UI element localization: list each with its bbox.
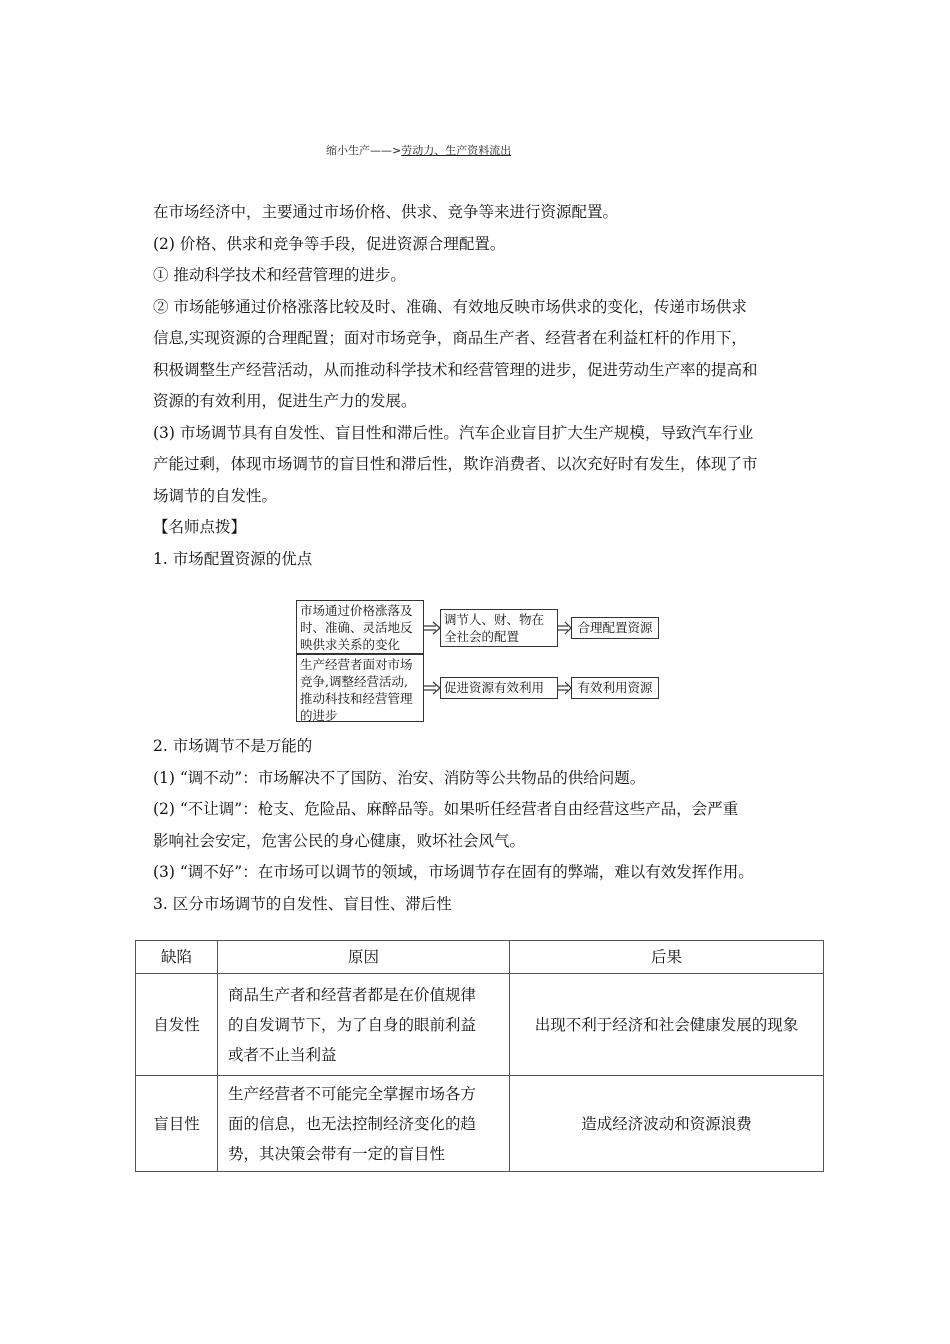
section-2-item-2-line-2: 影响社会安定，危害公民的身心健康，败坏社会风气。 (153, 831, 526, 850)
table-header-row (136, 941, 824, 974)
diagram-row2-mid-label: 促进资源有效利用 (444, 680, 545, 695)
top-note-right: 劳动力、生产资料流出 (401, 144, 512, 157)
diagram-row2-source-line: 的进步 (300, 708, 338, 723)
diagram-row1-end-label: 合理配置资源 (577, 620, 653, 635)
section-1-heading: 1. 市场配置资源的优点 (153, 549, 313, 568)
table-row (136, 974, 824, 1076)
diagram-row2-source-line: 推动科技和经营管理 (300, 691, 413, 706)
section-3-heading: 3. 区分市场调节的自发性、盲目性、滞后性 (153, 894, 452, 913)
paragraph-1: 在市场经济中，主要通过市场价格、供求、竞争等来进行资源配置。 (153, 203, 619, 221)
diagram-row2-source-line: 生产经营者面对市场 (300, 657, 413, 672)
cause-line: 势，其决策会带有一定的盲目性 (228, 1144, 446, 1163)
top-note-left: 缩小生产——> (326, 144, 402, 157)
table-row (136, 1076, 824, 1172)
cause-line: 面的信息，也无法控制经济变化的趋 (228, 1114, 477, 1133)
paragraph-4-line-1: ② 市场能够通过价格涨落比较及时、准确、有效地反映市场供求的变化，传递市场供求 (153, 297, 747, 316)
section-2-item-3: (3) “调不好”：在市场可以调节的领域，市场调节存在固有的弊端，难以有效发挥作用。 (153, 863, 754, 881)
table-cell-result: 造成经济波动和资源浪费 (510, 1076, 824, 1172)
diagram-row1-mid-box (440, 609, 558, 647)
diagram-row1-source-box (296, 600, 424, 654)
arrow-row1-a-head (433, 622, 440, 634)
paragraph-5-line-1: (3) 市场调节具有自发性、盲目性和滞后性。汽车企业盲目扩大生产规模，导致汽车行业 (153, 423, 754, 442)
diagram-row1-mid-line: 全社会的配置 (444, 629, 520, 644)
table-header-result: 后果 (510, 941, 824, 974)
section-2-block (153, 731, 828, 920)
diagram-row1-mid-line: 调节人、财、物在 (444, 612, 545, 627)
paragraph-5-line-3: 场调节的自发性。 (153, 486, 278, 505)
section-2-heading: 2. 市场调节不是万能的 (153, 737, 313, 755)
table-cell-cause (218, 974, 510, 1076)
diagram-row1-source-line: 映供求关系的变化 (300, 637, 401, 652)
cause-line: 或者不止当利益 (228, 1045, 337, 1064)
section-2-item-1: (1) “调不动”：市场解决不了国防、治安、消防等公共物品的供给问题。 (153, 768, 646, 787)
paragraph-3: ① 推动科学技术和经营管理的进步。 (153, 266, 406, 284)
paragraph-2: (2) 价格、供求和竞争等手段，促进资源合理配置。 (153, 234, 506, 253)
table-cell-cause (218, 1076, 510, 1172)
section-2-item-2-line-1: (2) “不让调”：枪支、危险品、麻醉品等。如果听任经营者自由经营这些产品，会严重 (153, 800, 739, 818)
arrow-row2-a-head (433, 682, 440, 694)
diagram-row2-source-line: 竞争,调整经营活动, (300, 674, 408, 689)
diagram-row1-source-line: 市场通过价格涨落及 (300, 603, 413, 618)
table-cell-defect: 盲目性 (136, 1076, 218, 1172)
paragraph-4-line-4: 资源的有效利用，促进生产力的发展。 (153, 392, 417, 410)
diagram-row1-end-box (571, 617, 659, 639)
paragraph-4-line-3: 积极调整生产经营活动，从而推动科学技术和经营管理的进步，促进劳动生产率的提高和 (153, 360, 758, 379)
paragraph-4-line-2: 信息,实现资源的合理配置；面对市场竞争，商品生产者、经营者在利益杠杆的作用下， (153, 329, 747, 347)
table-header-defect: 缺陷 (136, 941, 218, 974)
defect-table (135, 940, 824, 1172)
diagram-row2-end-label: 有效利用资源 (577, 680, 653, 695)
table-cell-defect: 自发性 (136, 974, 218, 1076)
cause-line: 的自发调节下，为了自身的眼前利益 (228, 1015, 477, 1034)
top-flow-note (326, 142, 511, 158)
diagram-row1-source-line: 时、准确、灵活地反 (300, 620, 413, 635)
paragraph-5-line-2: 产能过剩，体现市场调节的盲目性和滞后性，欺诈消费者、以次充好时有发生，体现了市 (153, 455, 758, 473)
diagram-row2-mid-box (440, 677, 558, 699)
section-tip-heading: 【名师点拨】 (153, 518, 247, 536)
table-header-cause: 原因 (218, 941, 510, 974)
diagram-row2-end-box (571, 677, 659, 699)
cause-line: 生产经营者不可能完全掌握市场各方 (228, 1084, 477, 1103)
body-text-block (153, 197, 828, 575)
diagram-row2-source-box (296, 654, 424, 722)
table-cell-result: 出现不利于经济和社会健康发展的现象 (510, 974, 824, 1076)
cause-line: 商品生产者和经营者都是在价值规律 (228, 985, 477, 1004)
